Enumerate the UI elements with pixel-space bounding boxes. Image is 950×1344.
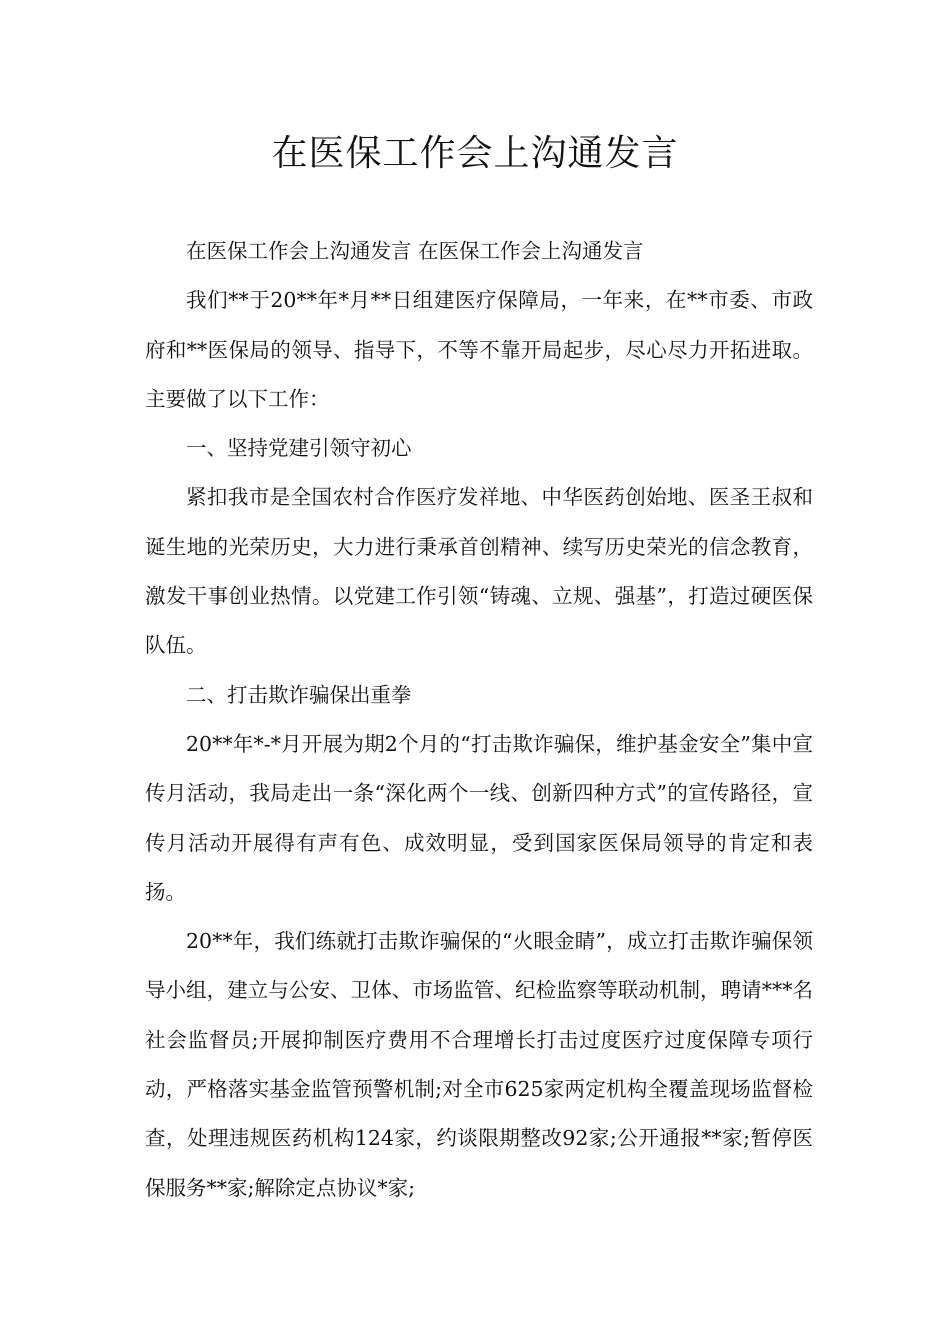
section-heading-1: 一、坚持党建引领守初心 bbox=[186, 436, 412, 461]
paragraph-enforcement: 20**年，我们练就打击欺诈骗保的“火眼金睛”，成立打击欺诈骗保领导小组，建立与公安、卫体、市场监管、纪检监察等联动机制，聘请***名社会监督员;开展抑制医疗费用不合理增长打击过度医疗过度保障专项行动，严格落实基金监管预警机制;对全市625家两定机构全覆盖现场监督检查，处理违规医药机构124家，约谈限期整改92家;公开通报**家;暂停医保服务**家;解除定点协议*家; bbox=[145, 929, 813, 1200]
section-heading-2: 二、打击欺诈骗保出重拳 bbox=[186, 682, 412, 707]
document-title: 在医保工作会上沟通发言 bbox=[271, 133, 679, 174]
paragraph-party-building: 紧扣我市是全国农村合作医疗发祥地、中华医药创始地、医圣王叔和诞生地的光荣历史，大力进行秉承首创精神、续写历史荣光的信念教育，激发干事创业热情。以党建工作引领“铸魂、立规、强基”，打造过硬医保队伍。 bbox=[145, 485, 813, 658]
paragraph-intro: 在医保工作会上沟通发言 在医保工作会上沟通发言 bbox=[186, 239, 644, 263]
document-body bbox=[145, 227, 813, 1213]
paragraph-campaign: 20**年*-*月开展为期2个月的“打击欺诈骗保，维护基金安全”集中宣传月活动，我局走出一条“深化两个一线、创新四种方式”的宣传路径，宣传月活动开展得有声有色、成效明显，受到国家医保局领导的肯定和表扬。 bbox=[145, 731, 813, 904]
paragraph-overview: 我们**于20**年*月**日组建医疗保障局，一年来，在**市委、市政府和**医保局的领导、指导下，不等不靠开局起步，尽心尽力开拓进取。主要做了以下工作： bbox=[145, 288, 813, 411]
